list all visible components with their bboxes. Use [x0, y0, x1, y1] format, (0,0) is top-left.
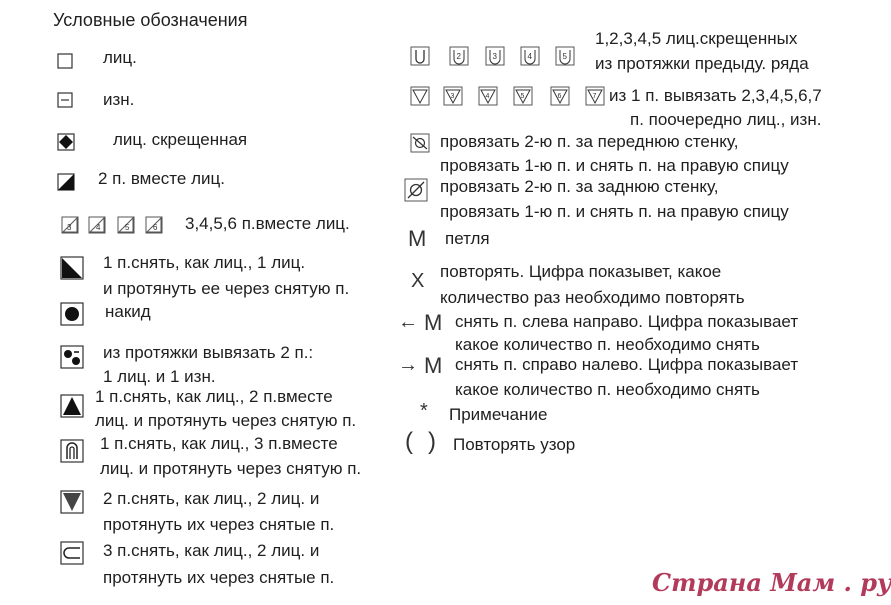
- increase-7-icon: [585, 86, 605, 106]
- repeat-symbol: X: [411, 270, 425, 292]
- k6tog-icon: [145, 216, 163, 234]
- svg-text:3: 3: [67, 223, 72, 232]
- twisted-bar-line1: 1,2,3,4,5 лиц.скрещенных: [595, 29, 798, 48]
- svg-text:6: 6: [557, 93, 562, 100]
- sk2po-line1: 1 п.снять, как лиц., 2 п.вместе: [95, 387, 333, 406]
- ltr-loop-symbol: M: [424, 310, 443, 335]
- sk3po-line1: 1 п.снять, как лиц., 3 п.вместе: [100, 434, 338, 453]
- yarn-over-label: накид: [105, 302, 151, 321]
- twisted-bar-line2: из протяжки предыду. ряда: [595, 54, 809, 73]
- repeat-line2: количество раз необходимо повторять: [440, 288, 745, 307]
- skpo-line2: и протянуть ее через снятую п.: [103, 279, 350, 298]
- knit-label: лиц.: [103, 48, 137, 67]
- k-tog-group-label: 3,4,5,6 п.вместе лиц.: [185, 214, 350, 233]
- skpo-line1: 1 п.снять, как лиц., 1 лиц.: [103, 253, 306, 272]
- loop-label: петля: [445, 229, 490, 248]
- svg-text:5: 5: [520, 93, 525, 100]
- ltr-line2: какое количество п. необходимо снять: [455, 335, 760, 354]
- increase-line1: из 1 п. вывязать 2,3,4,5,6,7: [609, 86, 822, 105]
- purl-label: изн.: [103, 90, 135, 109]
- k2tog-label: 2 п. вместе лиц.: [98, 169, 225, 188]
- s3k2-line1: 3 п.снять, как лиц., 2 лиц. и: [103, 541, 320, 560]
- legend-title: Условные обозначения: [53, 10, 248, 30]
- s3k2-icon: [60, 541, 84, 565]
- svg-text:2: 2: [456, 52, 461, 61]
- twisted-from-bar-1-icon: [410, 46, 430, 66]
- increase-line2: п. поочередно лиц., изн.: [630, 110, 822, 129]
- svg-text:5: 5: [562, 52, 567, 61]
- k5tog-icon: [117, 216, 135, 234]
- cross-front-line1: провязать 2-ю п. за переднюю стенку,: [440, 132, 739, 151]
- cross-back-line2: провязать 1-ю п. и снять п. на правую спицу: [440, 202, 789, 221]
- skpo-icon: [60, 256, 84, 280]
- knit-twisted-label: лиц. скрещенная: [113, 130, 248, 149]
- svg-text:5: 5: [125, 223, 130, 232]
- s2k2-icon: [60, 490, 84, 514]
- svg-text:6: 6: [153, 223, 158, 232]
- s3k2-line2: протянуть их через снятые п.: [103, 568, 335, 587]
- left-arrow-icon: ←: [398, 311, 418, 333]
- twisted-from-bar-4-icon: [520, 46, 540, 66]
- k3tog-icon: [61, 216, 79, 234]
- from-bar-line1: из протяжки вывязать 2 п.:: [103, 343, 314, 362]
- k4tog-icon: [88, 216, 106, 234]
- twisted-from-bar-2-icon: [449, 46, 469, 66]
- cross-back-line1: провязать 2-ю п. за заднюю стенку,: [440, 177, 719, 196]
- ltr-line1: снять п. слева направо. Цифра показывает: [455, 312, 799, 331]
- paren-close-icon: ): [428, 428, 436, 455]
- svg-text:3: 3: [450, 93, 455, 100]
- purl-icon: [57, 92, 73, 108]
- increase-4-icon: [478, 86, 498, 106]
- rtl-loop-symbol: M: [424, 353, 443, 378]
- twisted-from-bar-3-icon: [485, 46, 505, 66]
- increase-2-icon: [410, 86, 430, 106]
- repeat-line1: повторять. Цифра показывет, какое: [440, 262, 722, 281]
- increase-6-icon: [550, 86, 570, 106]
- rtl-line2: какое количество п. необходимо снять: [455, 380, 760, 399]
- s2k2-line1: 2 п.снять, как лиц., 2 лиц. и: [103, 489, 320, 508]
- right-arrow-icon: →: [398, 354, 418, 376]
- from-bar-two-stitches-icon: [60, 345, 84, 369]
- sk3po-icon: [60, 439, 84, 463]
- from-bar-line2: 1 лиц. и 1 изн.: [103, 367, 216, 386]
- svg-text:4: 4: [485, 93, 490, 100]
- repeat-pattern-label: Повторять узор: [453, 435, 576, 454]
- cross-front-icon: [410, 133, 430, 153]
- note-asterisk-icon: *: [420, 400, 428, 422]
- s2k2-line2: протянуть их через снятые п.: [103, 515, 335, 534]
- paren-open-icon: (: [405, 428, 413, 455]
- svg-text:4: 4: [96, 223, 101, 232]
- rtl-line1: снять п. справо налево. Цифра показывает: [455, 355, 799, 374]
- svg-text:4: 4: [527, 52, 532, 61]
- yarn-over-icon: [60, 302, 84, 326]
- knit-twisted-icon: [57, 133, 75, 151]
- increase-3-icon: [443, 86, 463, 106]
- twisted-from-bar-5-icon: [555, 46, 575, 66]
- watermark: Страна Мам . ру: [652, 568, 891, 597]
- svg-text:3: 3: [492, 52, 497, 61]
- note-label: Примечание: [449, 405, 548, 424]
- knit-square-icon: [57, 53, 73, 69]
- sk3po-line2: лиц. и протянуть через снятую п.: [100, 459, 362, 478]
- svg-text:7: 7: [592, 93, 597, 100]
- increase-5-icon: [513, 86, 533, 106]
- cross-back-icon: [404, 178, 428, 202]
- cross-front-line2: провязать 1-ю п. и снять п. на правую спицу: [440, 156, 789, 175]
- loop-symbol: M: [408, 226, 427, 251]
- sk2po-icon: [60, 394, 84, 418]
- sk2po-line2: лиц. и протянуть через снятую п.: [95, 411, 357, 430]
- k2tog-icon: [57, 173, 75, 191]
